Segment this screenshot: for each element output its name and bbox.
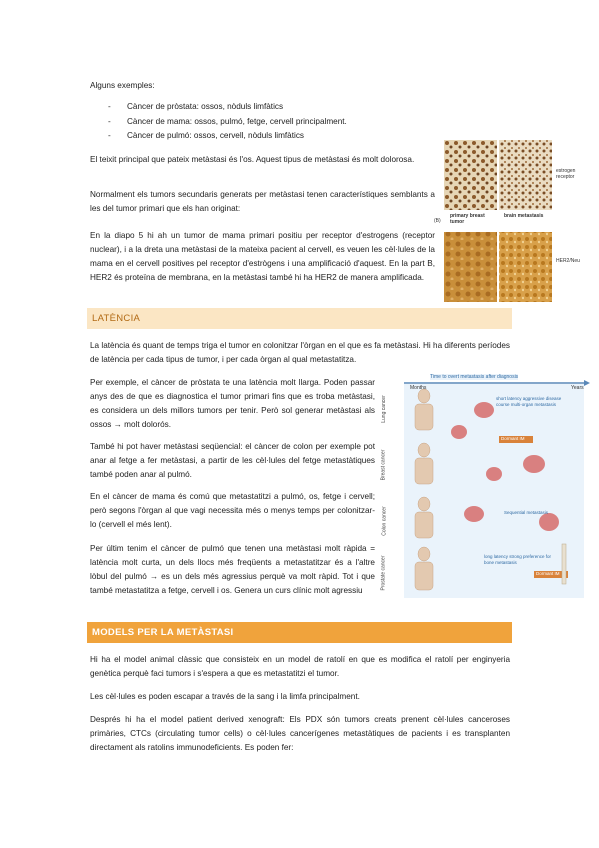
primary-tumor-caption: primary breast tumor: [450, 213, 485, 225]
list-item: - Càncer de pròstata: ossos, nòduls limfàtics: [108, 100, 347, 115]
her2-brain-image: [499, 232, 552, 302]
panel-b-label: (B): [434, 218, 441, 224]
years-label: Years: [571, 385, 584, 391]
er-brain-image: [499, 140, 552, 210]
section-heading-latencia: LATÈNCIA: [87, 308, 512, 329]
paragraph-bone: El teixit principal que pateix metàstasi és l'os. Aquest tipus de metàstasi és molt dolorosa.: [90, 155, 415, 164]
list-item: - Càncer de pulmó: ossos, cervell, nòduls limfàtics: [108, 129, 347, 144]
her2-label: HER2/Neu: [556, 258, 580, 264]
sequential-label: Sequential metastasis: [504, 510, 549, 515]
arrow-icon: [584, 380, 590, 386]
examples-list: [108, 100, 347, 144]
paragraph-latency-intro: La latència és quant de temps triga el tumor en colonitzar l'òrgan en el que es fa metàstasi. Hi ha diferents períodes de latència per cada tipus de tumor, i per cada òrgan al qual metastatitza.: [90, 341, 510, 364]
paragraph-escape: Les cèl·lules es poden escapar a través de la sang i la limfa principalment.: [90, 692, 360, 701]
lung-note: short latency aggressive disease course multi-organ metastasis: [496, 396, 562, 407]
bone-icon: [562, 544, 566, 584]
list-item: - Càncer de mama: ossos, pulmó, fetge, cervell principalment.: [108, 115, 347, 130]
her2-primary-image: [444, 232, 497, 302]
paragraph-lung: Per últim tenim el càncer de pulmó que tenen una metàstasi molt ràpida = latència molt curta, un dels llocs més freqüents a metastatitzar és a l'altre lòbul del pulmó → es un dels més agressius perquè va molt ràpid. Tot i que també metastatitza a fetge, cervell i os. Genera un curs clínic molt agressiu: [90, 544, 375, 595]
months-label: Months: [410, 385, 427, 391]
er-primary-image: [444, 140, 497, 210]
row-label-colon: Colon cancer: [381, 506, 388, 536]
brain-metastasis-caption: brain metastasis: [504, 213, 544, 219]
axis-title: Time to overt metastasis after diagnosis: [430, 374, 519, 380]
prostate-note: long latency strong preference for bone metastasis: [484, 554, 552, 565]
histology-figure: [434, 140, 588, 302]
dormant-label: Dormant IM: [536, 571, 560, 576]
paragraph-sequential: També hi pot haver metàstasi seqüencial: el càncer de colon per exemple pot anar al fetge a fer metàstasi, a partir de les cèl·lules del fetge metastàtiques també poden anar al pulmó.: [90, 442, 375, 479]
paragraph-prostate: Per exemple, el càncer de pròstata te una latència molt llarga. Poden passar anys des de que es diagnostica el tumor primari fins que es troba metàstasi, es considera un dels millors tumors per tenir. Però sol generar metàstasi als ossos → molt dolorós.: [90, 378, 375, 429]
section-heading-models: MODELS PER LA METÀSTASI: [87, 622, 512, 643]
row-label-prostate: Prostate cancer: [380, 555, 387, 591]
row-label-lung: Lung cancer: [380, 395, 387, 423]
row-label-breast: Breast cancer: [380, 449, 387, 481]
paragraph-breast: En el càncer de mama és comú que metastatitzi a pulmó, os, fetge i cervell; però segons l'òrgan al que vagi necessita més o menys temps per colonitzar-lo (cervell el més lent).: [90, 492, 375, 529]
paragraph-diapo: En la diapo 5 hi ah un tumor de mama primari positiu per receptor d'estrogens (receptor nuclear), i a la dreta una metàstasi de la mateixa pacient al cervell, es veuen les cèl·lules de la mama en el cervell positives pel receptor d'estrògens i una amplificació d'aquest. En la part B, HER2 és proteïna de membrana, en la metàstasi també hi ha HER2 de manera amplificada.: [90, 231, 435, 282]
paragraph-secondary: Normalment els tumors secundaris generats per metàstasi tenen característiques semblants a les del tumor primari que els han originat:: [90, 190, 435, 213]
paragraph-animal-model: Hi ha el model animal clàssic que consisteix en un model de ratolí en que es modifica el ratolí per enginyeria genètica perquè faci tumors i s'espera a que es metastatitzi el tumor.: [90, 655, 510, 678]
intro-heading: Alguns exemples:: [90, 81, 155, 90]
latency-figure: [380, 374, 590, 602]
estrogen-receptor-label: estrogen receptor: [556, 168, 576, 180]
dormant-label: Dormant IM: [501, 436, 525, 441]
paragraph-pdx: Després hi ha el model patient derived xenograft: Els PDX són tumors creats prenent cèl·lules canceroses primàries, CTCs (circulating tumor cells) o cèl·lules cancerígenes metastàtiques de pacients i es transplanten directament als ratolins immunodeficients. Es poden fer:: [90, 715, 510, 752]
